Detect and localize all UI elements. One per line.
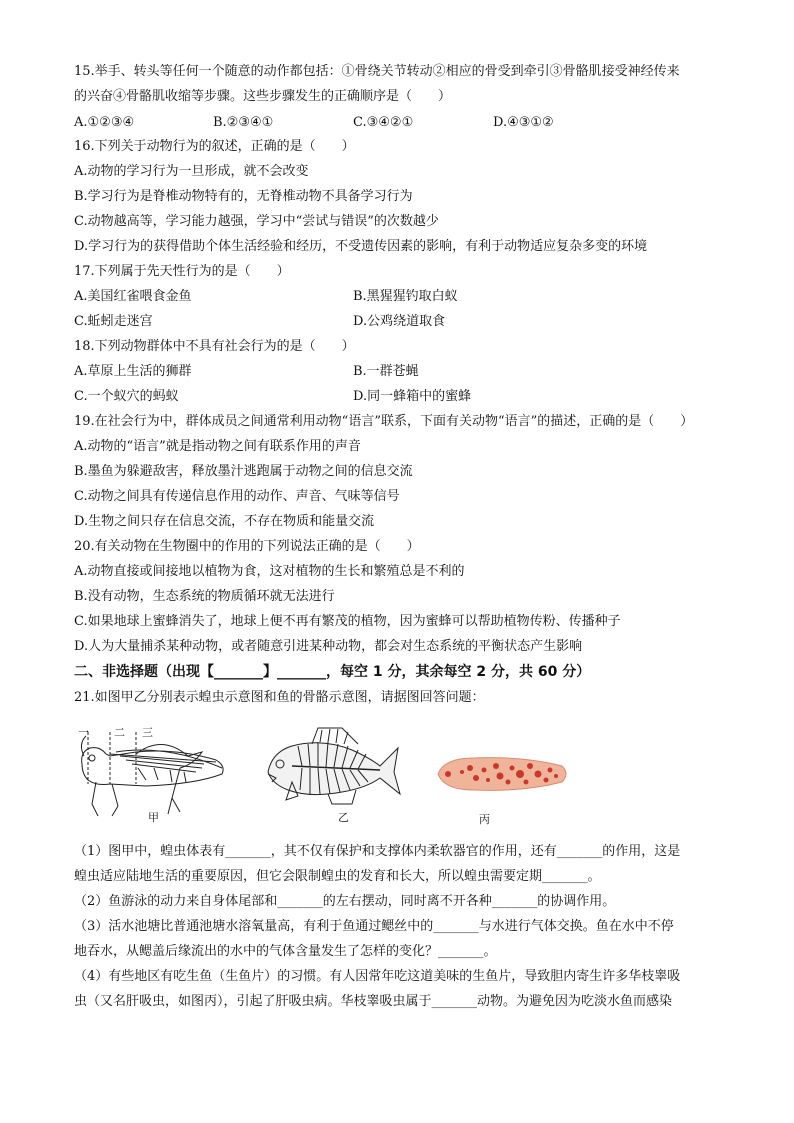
q16-option-b: B.学习行为是脊椎动物特有的，无脊椎动物不具备学习行为 bbox=[74, 189, 413, 204]
q20-option-c: C.如果地球上蜜蜂消失了，地球上便不再有繁茂的植物，因为蜜蜂可以帮助植物传粉、传播种子 bbox=[74, 614, 621, 629]
q19-option-a: A.动物的“语言”就是指动物之间有联系作用的声音 bbox=[74, 439, 361, 454]
caption-jia: 甲 bbox=[148, 811, 159, 824]
q20-option-a: A.动物直接或间接地以植物为食，这对植物的生长和繁殖总是不利的 bbox=[74, 564, 465, 579]
q21-part4-line2: 虫（又名肝吸虫，如图丙），引起了肝吸虫病。华枝睾吸虫属于_______动物。为避免因为吃淡水鱼而感染 bbox=[74, 994, 673, 1009]
q16-stem: 16.下列关于动物行为的叙述，正确的是（ ） bbox=[74, 139, 355, 154]
q17-option-d: D.公鸡绕道取食 bbox=[353, 314, 446, 329]
q15-option-c: C.③④②① bbox=[353, 115, 414, 130]
q21-part3-line1: （3）活水池塘比普通池塘水溶氧量高，有利于鱼通过鳃丝中的_______与水进行气体交换。鱼在水中不停 bbox=[74, 919, 674, 934]
caption-yi: 乙 bbox=[338, 811, 349, 824]
q15-stem-line2: 的兴奋④骨骼肌收缩等步骤。这些步骤发生的正确顺序是（ ） bbox=[74, 89, 452, 104]
q18-option-d: D.同一蜂箱中的蜜蜂 bbox=[353, 389, 472, 404]
fig-label-two: 二 bbox=[114, 726, 125, 739]
fig-label-one: 一 bbox=[78, 726, 89, 739]
grasshopper-figure bbox=[76, 724, 231, 820]
q18-option-a: A.草原上生活的狮群 bbox=[74, 364, 192, 379]
q20-option-b: B.没有动物，生态系统的物质循环就无法进行 bbox=[74, 589, 335, 604]
fish-skeleton-figure bbox=[262, 724, 402, 806]
q15-stem-line1: 15.举手、转头等任何一个随意的动作都包括：①骨绕关节转动②相应的骨受到牵引③骨骼肌接受神经传来 bbox=[74, 64, 680, 79]
liver-fluke-drawing bbox=[434, 752, 570, 796]
q21-stem: 21.如图甲乙分别表示蝗虫示意图和鱼的骨骼示意图，请据图回答问题： bbox=[74, 690, 485, 705]
q16-option-d: D.学习行为的获得借助个体生活经验和经历，不受遗传因素的影响，有利于动物适应复杂多变的环境 bbox=[74, 239, 648, 254]
q17-option-b: B.黑猩猩钓取白蚁 bbox=[353, 289, 458, 304]
q21-part4-line1: （4）有些地区有吃生鱼（生鱼片）的习惯。有人因常年吃这道美味的生鱼片，导致胆内寄生许多华枝睾吸 bbox=[74, 969, 681, 984]
q19-option-c: C.动物之间具有传递信息作用的动作、声音、气味等信号 bbox=[74, 489, 400, 504]
section-heading: 二、非选择题（出现【_______】_______，每空 1 分，其余每空 2 分，共 60 分） bbox=[74, 664, 591, 680]
q17-option-a: A.美国红雀喂食金鱼 bbox=[74, 289, 192, 304]
q18-stem: 18.下列动物群体中不具有社会行为的是（ ） bbox=[74, 339, 355, 354]
fish-skeleton-drawing bbox=[262, 724, 402, 806]
liver-fluke-figure bbox=[434, 752, 570, 796]
q16-option-c: C.动物越高等，学习能力越强，学习中“尝试与错误”的次数越少 bbox=[74, 214, 439, 229]
q16-option-a: A.动物的学习行为一旦形成，就不会改变 bbox=[74, 164, 309, 179]
q18-option-c: C.一个蚁穴的蚂蚁 bbox=[74, 389, 179, 404]
q19-option-d: D.生物之间只存在信息交流，不存在物质和能量交流 bbox=[74, 514, 375, 529]
q19-option-b: B.墨鱼为躲避敌害，释放墨汁逃跑属于动物之间的信息交流 bbox=[74, 464, 413, 479]
q19-stem: 19.在社会行为中，群体成员之间通常利用动物“语言”联系，下面有关动物“语言”的描述，正确的是（ ） bbox=[74, 414, 694, 429]
q21-part3-line2: 地吞水，从鳃盖后缘流出的水中的气体含量发生了怎样的变化？_______。 bbox=[74, 944, 497, 959]
q21-part1-line1: （1）图甲中，蝗虫体表有_______，其不仅有保护和支撑体内柔软器官的作用，还有_______的作用，这是 bbox=[74, 844, 681, 859]
q17-stem: 17.下列属于先天性行为的是（ ） bbox=[74, 264, 290, 279]
q18-option-b: B.一群苍蝇 bbox=[353, 364, 419, 379]
q17-option-c: C.蚯蚓走迷宫 bbox=[74, 314, 153, 329]
q20-stem: 20.有关动物在生物圈中的作用的下列说法正确的是（ ） bbox=[74, 539, 420, 554]
q15-option-b: B.②③④① bbox=[213, 115, 274, 130]
caption-bing: 丙 bbox=[479, 813, 490, 826]
grasshopper-drawing bbox=[76, 724, 231, 820]
q15-option-a: A.①②③④ bbox=[74, 115, 135, 130]
q20-option-d: D.人为大量捕杀某种动物，或者随意引进某种动物，都会对生态系统的平衡状态产生影响 bbox=[74, 639, 583, 654]
q21-part1-line2: 蝗虫适应陆地生活的重要原因，但它会限制蝗虫的发育和长大，所以蝗虫需要定期_______。 bbox=[74, 869, 601, 884]
fig-label-three: 三 bbox=[142, 726, 153, 739]
q21-part2: （2）鱼游泳的动力来自身体尾部和_______的左右摆动，同时离不开各种_______的协调作用。 bbox=[74, 894, 616, 909]
q15-option-d: D.④③①② bbox=[493, 115, 554, 130]
